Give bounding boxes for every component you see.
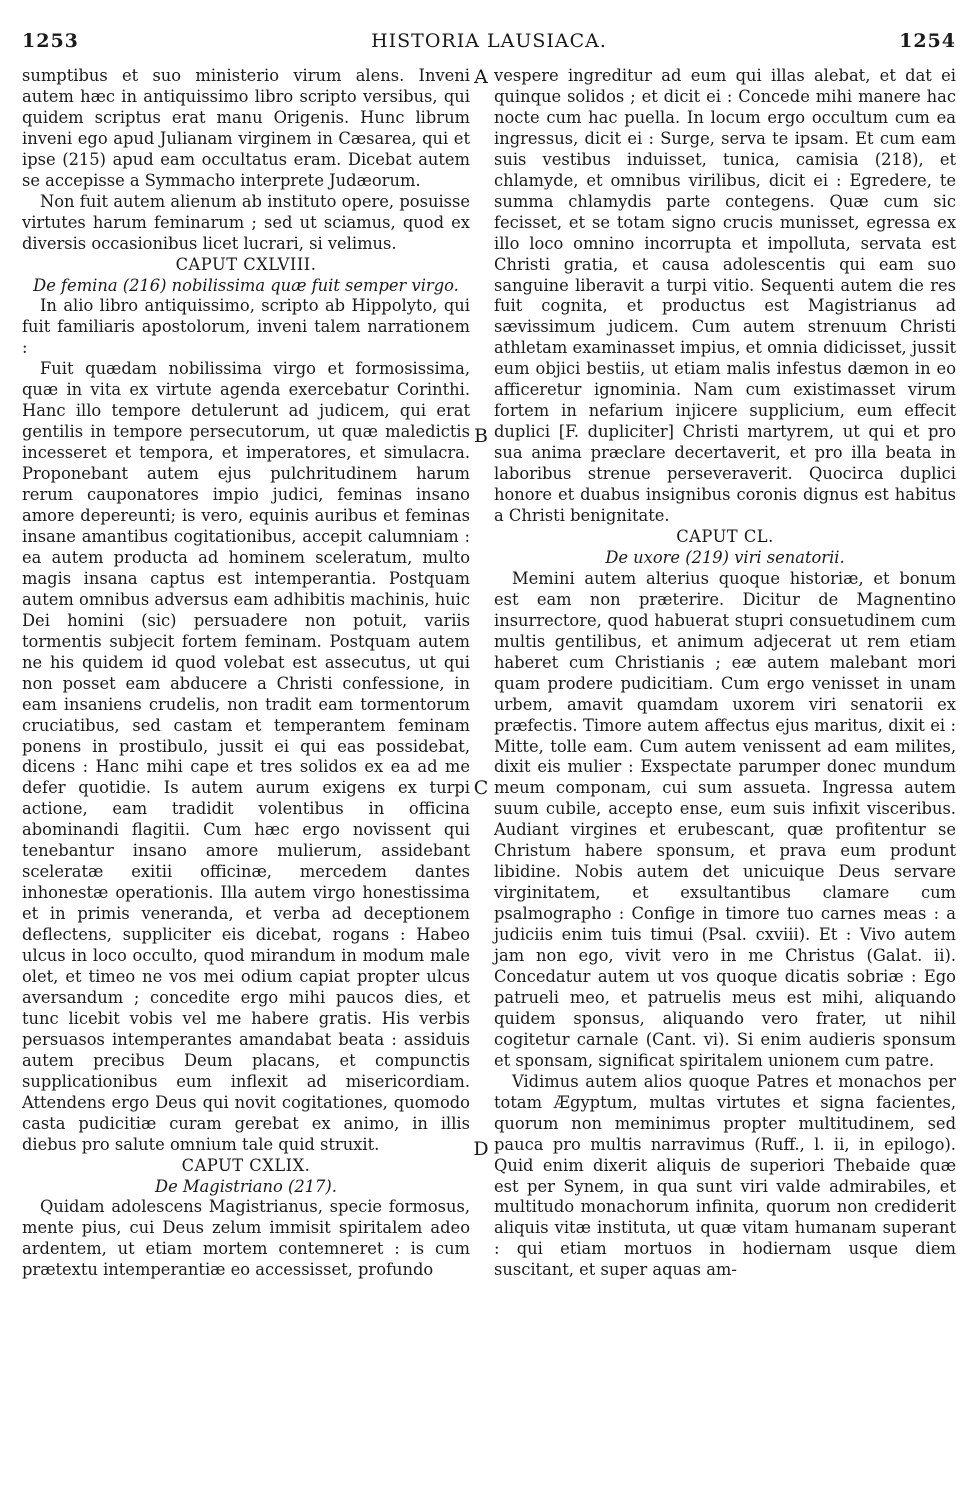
paragraph: Memini autem alterius quoque historiæ, et bonum est eam non præterire. Dicitur de Magnentino insurrectore, quod habuerat stupri consuetudinem cum multis gentilibus, et animum adjecerat ut rem etiam haberet cum Christianis ; eæ autem malebant mori quam prodere pudicitiam. Cum ergo venisset in unam urbem, amavit quamdam uxorem viri senatorii ex præfectis. Timore autem affectus ejus maritus, dixit ei : Mitte, tolle eam. Cum autem venissent ad eam milites, dixit eis mulier : Exspectate parumper donec mundum meum componam, cui sum assueta. Ingressa autem suum cubile, accepto ense, eum suis infixit visceribus. Audiant virgines et erubescant, quæ profitentur se Christum habere sponsum, et prava eum produnt libidine. Nobis autem det unicuique Deus servare virginitatem, et exsultantibus clamare cum psalmographo : Confige in timore tuo carnes meas : a judiciis enim tuis timui (Psal. cxviii). Et : Vivo autem jam non ego, vivit vero in me Christus (Galat. ii). Concedatur autem ut vos quoque dicatis sobriæ : Ego patrueli meo, et patruelis meus est mihi, aliquando quidem sponsus, aliquando vero frater, ut nihil cogitetur carnale (Cant. vi). Si enim audieris sponsum et sponsam, significat spiritalem unionem cum patre.	[494, 568, 956, 1070]
chapter-subtitle: De femina (216) nobilissima quæ fuit semper virgo.	[33, 275, 459, 295]
margin-marker-b: B	[474, 425, 488, 447]
paragraph: Non fuit autem alienum ab instituto opere, posuisse virtutes harum feminarum ; sed ut sciamus, quod ex diversis occasionibus licet lucrari, si velimus.	[22, 191, 470, 253]
paragraph: In alio libro antiquissimo, scripto ab Hippolyto, qui fuit familiaris apostolorum, inveni talem narrationem :	[22, 296, 470, 358]
margin-marker-c: C	[473, 777, 489, 799]
paragraph: vespere ingreditur ad eum qui illas alebat, et dat ei quinque solidos ; et dicit ei : Concede mihi manere hac nocte cum hac puella. In locum ergo occultum cum ea ingressus, dicit ei : Surge, serva te ipsam. Et cum eam suis vestibus induisset, tunica, camisia (218), et chlamyde, et omnibus virilibus, dicit ei : Egredere, te summa chlamydis parte contegens. Quæ cum sic fecisset, et se totam signo crucis munisset, egressa ex illo loco omnino incorrupta et impolluta, servata est Christi gratia, et causa adolescentis qui eam suo sanguine liberavit a turpi vitio. Sequenti autem die res fuit cognita, et productus est Magistrianus ad sævissimum judicem. Cum autem strenuum Christi athletam examinasset impius, et omnia didicisset, jussit eum objici bestiis, ut etiam malis infestus dæmon in eo afficeretur ignominia. Nam cum existimasset virum fortem in nefarium injicere supplicium, eum effecit duplici [F. dupliciter] Christi martyrem, ut qui et pro sua anima præclare decertaverit, et pro illa beata in laboribus strenue perseveraverit. Quocirca duplici honore et duabus insignibus coronis dignus est habitus a Christi benignitate.	[494, 66, 956, 526]
page-number-left: 1253	[22, 30, 79, 52]
margin-marker-a: A	[474, 66, 488, 88]
left-column	[22, 66, 470, 1281]
paragraph: Vidimus autem alios quoque Patres et monachos per totam Ægyptum, multas virtutes et signa facientes, quorum non meminimus propter multitudinem, sed pauca pro multis narravimus (Ruff., l. ii, in epilogo). Quid enim dixerit aliquis de superiori Thebaide quæ est per Synem, in qua sunt viri valde admirabiles, et multitudo monachorum infinita, quorum non crediderit aliquis vitæ instituta, ut quæ vitam humanam superant : qui etiam mortuos in hodiernam usque diem suscitant, et super aquas am-	[494, 1071, 956, 1280]
margin-marker-d: D	[473, 1138, 489, 1160]
paragraph: Fuit quædam nobilissima virgo et formosissima, quæ in vita ex virtute agenda exercebatur Corinthi. Hanc illo tempore detulerunt ad judicem, qui erat gentilis in tempore persecutorum, ut quæ maledictis incesseret et tempora, et imperatores, et simulacra. Proponebant autem ejus pulchritudinem harum rerum cauponatores impio judici, feminas insano amore depereunti; is vero, equinis auribus et feminas insane amantibus cogitationibus, accepit calumniam : ea autem producta ad hominem sceleratum, multo magis insana captus est intemperantia. Postquam autem omnibus adversus eam adhibitis machinis, huic Dei homini (sic) persuadere non potuit, variis tormentis subjecit fortem feminam. Postquam autem ne his quidem id quod volebat est assecutus, ut qui non posset eam abducere a Christi confessione, in eam insaniens crudelis, non tradit eam tormentorum cruciatibus, sed castam et temperantem feminam ponens in prostibulo, jussit ei qui eas possidebat, dicens : Hanc mihi cape et tres solidos ex ea ad me defer quotidie. Is autem aurum exigens ex turpi actione, eam tradidit volentibus in officina abominandi flagitii. Cum hæc ergo novissent qui tenebantur insano amore mulierum, assidebant sceleratæ exitii officinæ, mercedem dantes inhonestæ operationis. Illa autem virgo honestissima et in primis veneranda, et verba ad deceptionem deflectens, suppliciter eis dicebat, rogans : Habeo ulcus in loco occulto, quod mirandum in modum male olet, et timeo ne vos mei odium capiat propter ulcus aversandum ; concedite ergo mihi paucos dies, et tunc licebit vobis vel me habere gratis. His verbis persuasos intemperantes amandabat beata : assiduis autem precibus Deum placans, et compunctis supplicationibus eum inflexit ad misericordiam. Attendens ergo Deus qui novit cogitationes, quomodo casta pudicitiæ curam gerebat ex animo, in illis diebus pro salute omnium tale quid struxit.	[22, 359, 470, 1154]
chapter-heading: CAPUT CL.	[676, 526, 774, 546]
chapter-heading: CAPUT CXLIX.	[181, 1155, 311, 1175]
chapter-heading: CAPUT CXLVIII.	[175, 254, 317, 274]
running-header	[22, 30, 956, 60]
running-title: HISTORIA LAUSIACA.	[371, 30, 607, 52]
right-column	[494, 66, 956, 1281]
paragraph: Quidam adolescens Magistrianus, specie formosus, mente pius, cui Deus zelum immisit spiritalem adeo ardentem, ut etiam mortem contemneret : is cum prætextu intemperantiæ eo accessisset, profundo	[22, 1197, 470, 1280]
chapter-subtitle: De uxore (219) viri senatorii.	[605, 547, 845, 567]
paragraph: sumptibus et suo ministerio virum alens. Inveni autem hæc in antiquissimo libro scripto versibus, qui quidem scriptus erat manu Origenis. Hunc librum inveni ego apud Julianam virginem in Cæsarea, qui et ipse (215) apud eam occultatus eram. Dicebat autem se accepisse a Symmacho interprete Judæorum.	[22, 66, 470, 190]
page-number-right: 1254	[899, 30, 956, 52]
chapter-subtitle: De Magistriano (217).	[155, 1176, 337, 1196]
